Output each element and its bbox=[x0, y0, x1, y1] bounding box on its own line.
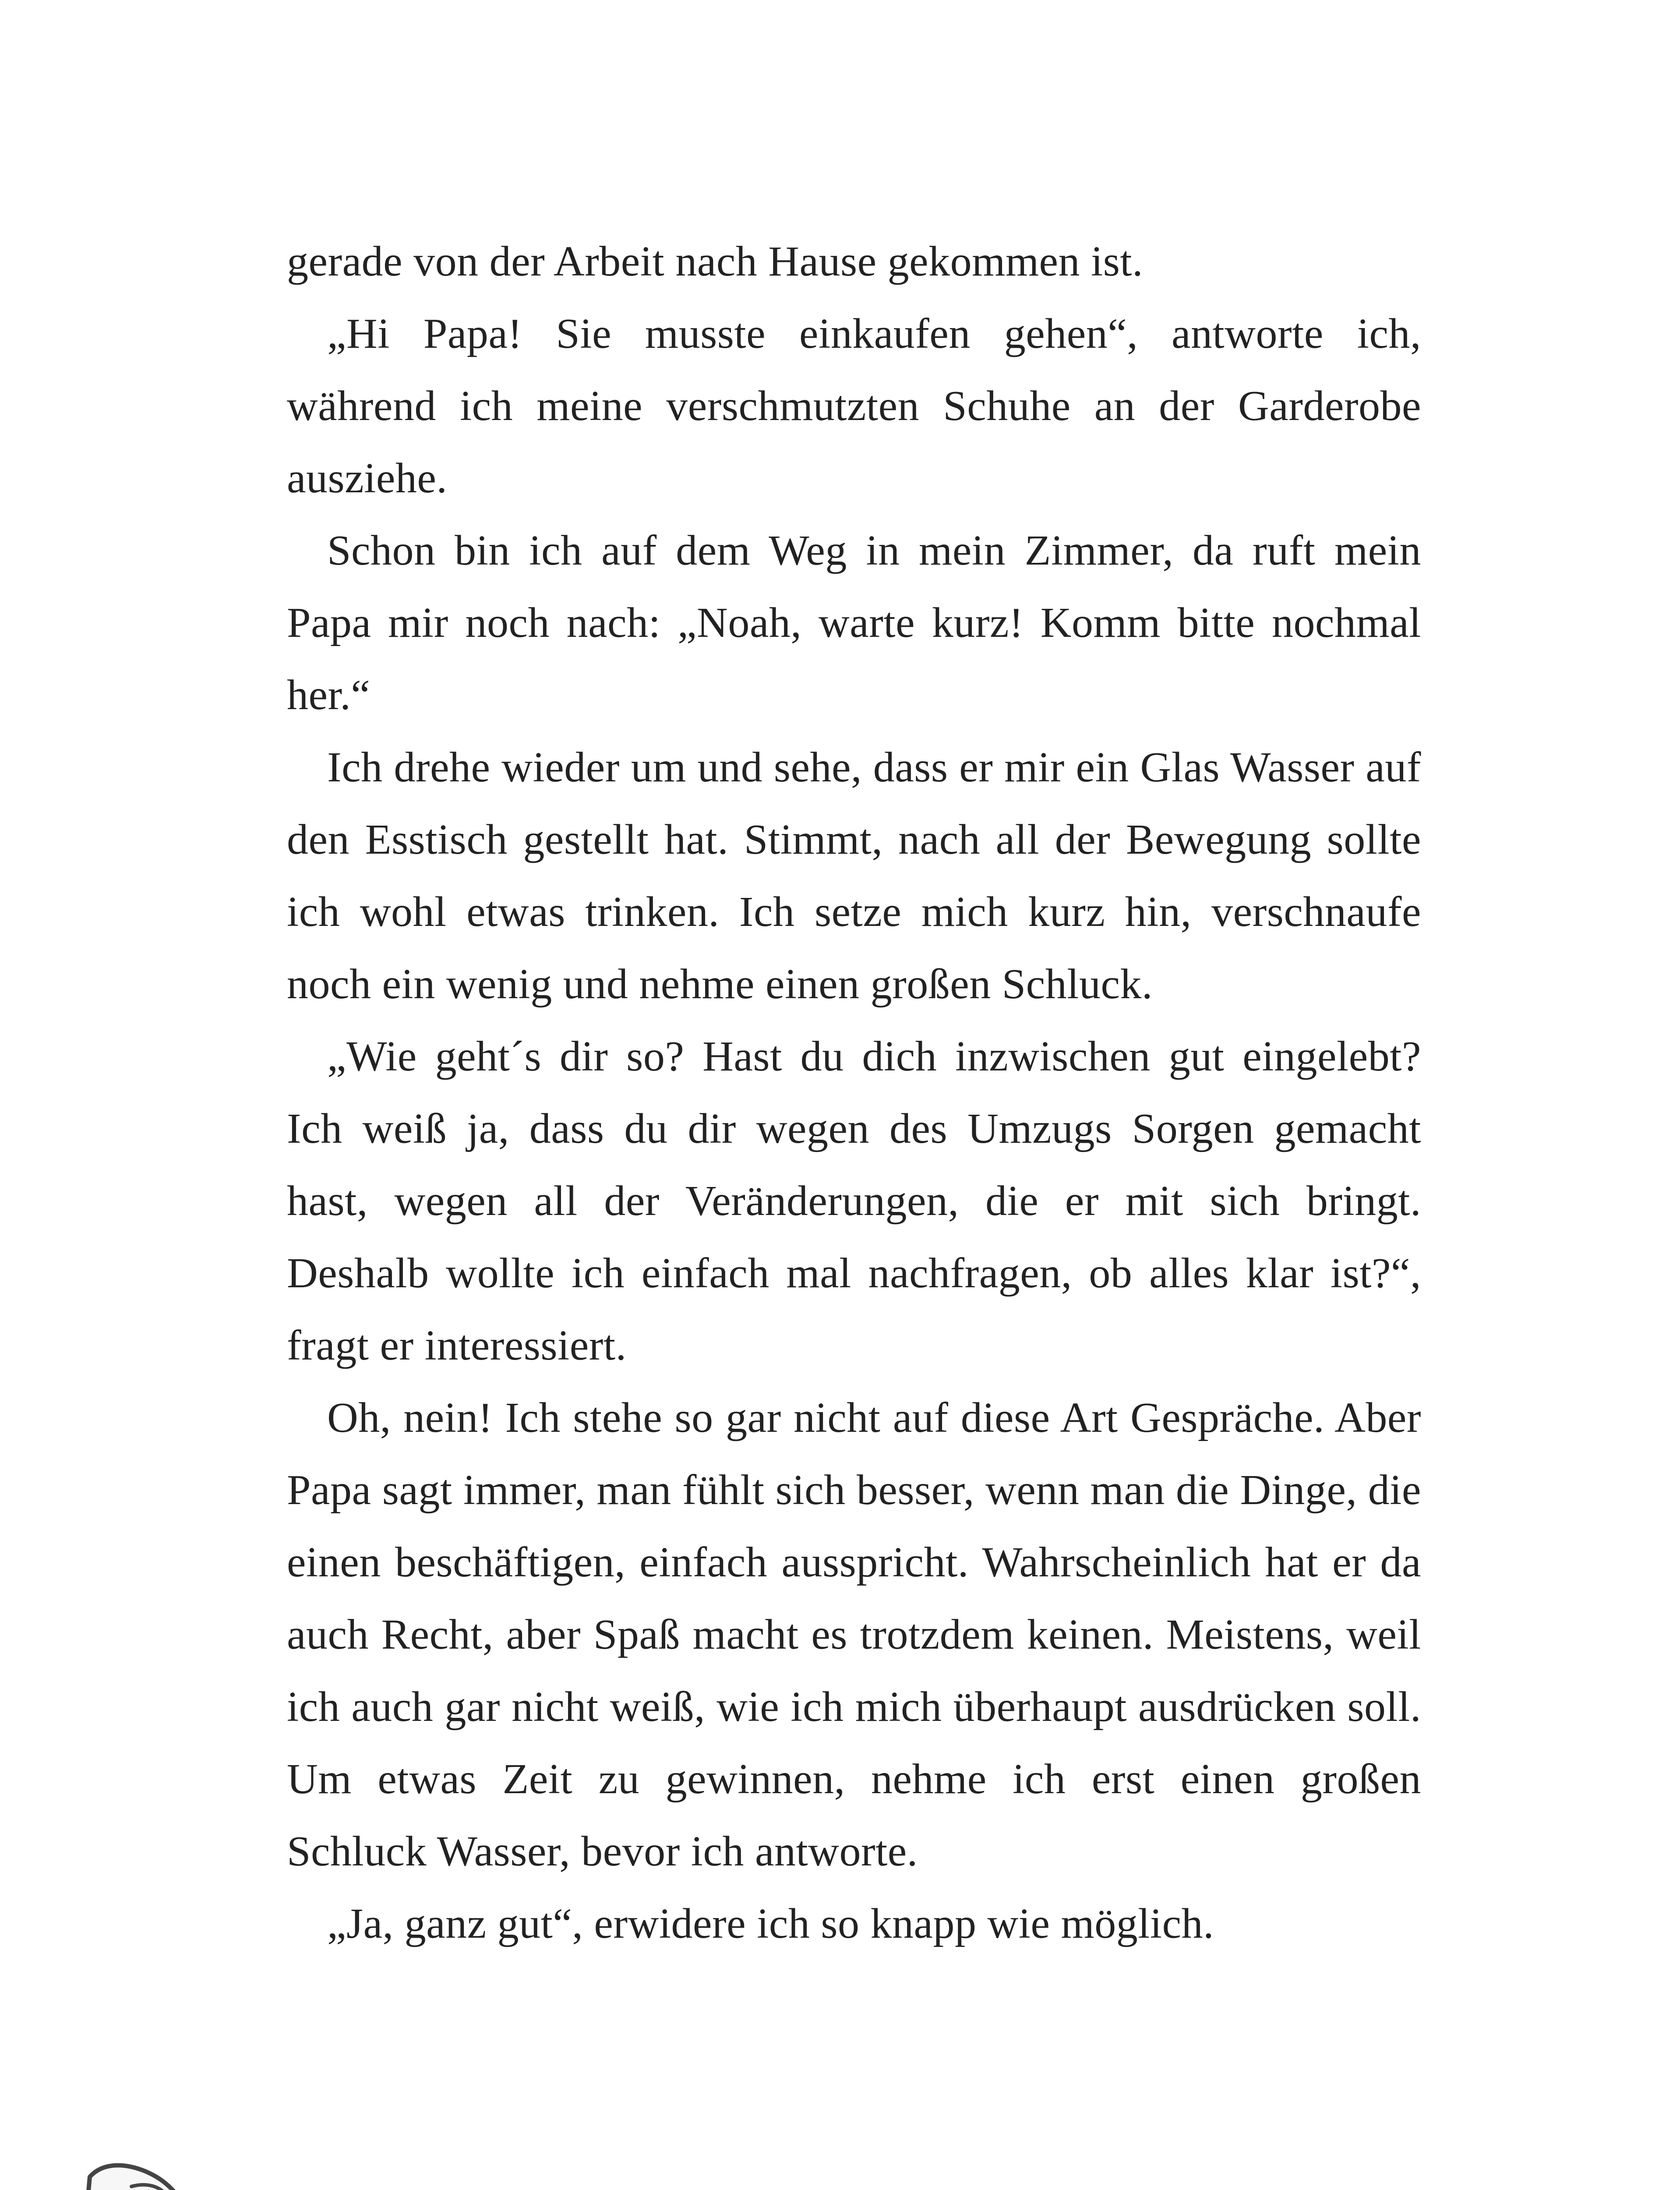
paragraph: Ich drehe wieder um und sehe, dass er mir ein Glas Wasser auf den Esstisch gestellt hat. Stimmt, nach all der Bewegung sollte ich wohl etwas trinken. Ich setze mich kurz hin, verschnaufe noch ein wenig und nehme einen großen Schluck. bbox=[287, 744, 1421, 1008]
paragraph: Oh, nein! Ich stehe so gar nicht auf diese Art Gespräche. Aber Papa sagt immer, man fühlt sich besser, wenn man die Dinge, die einen beschäftigen, einfach ausspricht. Wahrscheinlich hat er da auch Recht, aber Spaß macht es trotzdem keinen. Meistens, weil ich auch gar nicht weiß, wie ich mich überhaupt ausdrücken soll. Um etwas Zeit zu gewinnen, nehme ich erst einen großen Schluck Wasser, bevor ich antworte. bbox=[287, 1394, 1421, 1875]
paragraph: „Ja, ganz gut“, erwidere ich so knapp wie möglich. bbox=[327, 1900, 1214, 1947]
body-text bbox=[287, 226, 1421, 1960]
paragraph: Schon bin ich auf dem Weg in mein Zimmer, da ruft mein Papa mir noch nach: „Noah, warte kurz! Komm bitte nochmal her.“ bbox=[287, 527, 1421, 719]
paragraph: gerade von der Arbeit nach Hause gekommen ist. bbox=[287, 238, 1144, 285]
paragraph: „Hi Papa! Sie musste einkaufen gehen“, antworte ich, während ich meine verschmutzten Schuhe an der Garderobe ausziehe. bbox=[287, 310, 1421, 502]
paragraph: „Wie geht´s dir so? Hast du dich inzwischen gut eingelebt? Ich weiß ja, dass du dir wegen des Umzugs Sorgen gemacht hast, wegen all der Veränderungen, die er mit sich bringt. Deshalb wollte ich einfach mal nachfragen, ob alles klar ist?“, fragt er interessiert. bbox=[287, 1033, 1421, 1369]
soccer-cleats-icon bbox=[74, 2137, 390, 2190]
